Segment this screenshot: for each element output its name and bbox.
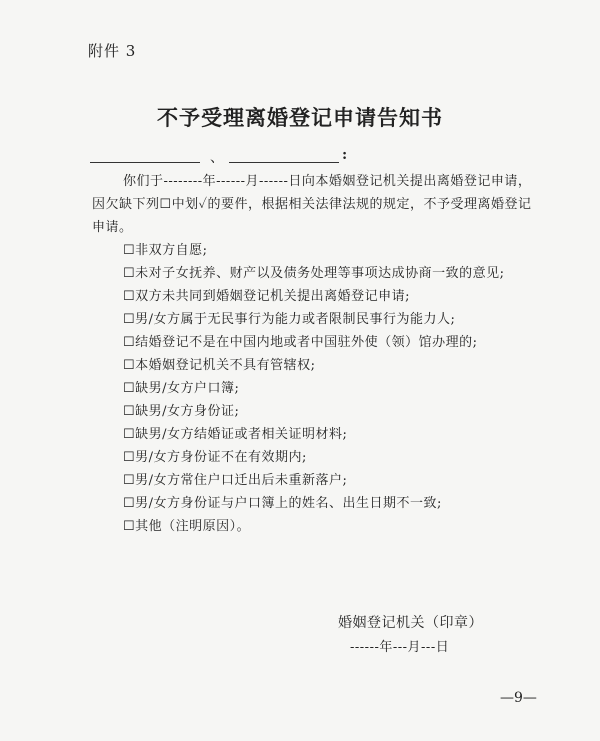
notice-body <box>92 170 542 538</box>
checklist-item: ☐未对子女抚养、财产以及债务处理等事项达成协商一致的意见; <box>123 266 505 281</box>
addressee-colon: : <box>342 147 348 163</box>
signature-authority: 婚姻登记机关（印章） <box>338 615 483 631</box>
date-line: ------年---月---日 <box>350 640 450 655</box>
addressee-separator: 、 <box>210 150 224 166</box>
attachment-label: 附件 3 <box>88 42 137 60</box>
checklist-item: ☐非双方自愿; <box>123 243 208 258</box>
checklist-item: ☐男/女方身份证不在有效期内; <box>123 450 307 465</box>
checklist-item: ☐双方未共同到婚姻登记机关提出离婚登记申请; <box>123 289 411 304</box>
checklist-item: ☐男/女方身份证与户口簿上的姓名、出生日期不一致; <box>123 496 442 511</box>
checklist-item: ☐本婚姻登记机关不具有管辖权; <box>123 358 316 373</box>
addressee-blank-1 <box>90 162 200 163</box>
checklist-item: ☐男/女方常住户口迁出后未重新落户; <box>123 473 348 488</box>
addressee-blank-2 <box>229 162 339 163</box>
checklist-item: ☐缺男/女方身份证; <box>123 404 240 419</box>
document-title: 不予受理离婚登记申请告知书 <box>157 105 443 130</box>
checklist-item: ☐结婚登记不是在中国内地或者中国驻外使（领）馆办理的; <box>123 335 478 350</box>
intro-paragraph: 你们于--------年------月------日向本婚姻登记机关提出离婚登记申请，因欠缺下列☐中划✓的要件，根据相关法律法规的规定，不予受理离婚登记申请。 <box>92 174 532 235</box>
checklist-item: ☐缺男/女方结婚证或者相关证明材料; <box>123 427 348 442</box>
checklist-item: ☐其他（注明原因）。 <box>123 519 251 534</box>
page-number: —9— <box>500 690 537 706</box>
addressee-line <box>90 144 390 166</box>
checklist-item: ☐男/女方属于无民事行为能力或者限制民事行为能力人; <box>123 312 456 327</box>
checklist-item: ☐缺男/女方户口簿; <box>123 381 240 396</box>
